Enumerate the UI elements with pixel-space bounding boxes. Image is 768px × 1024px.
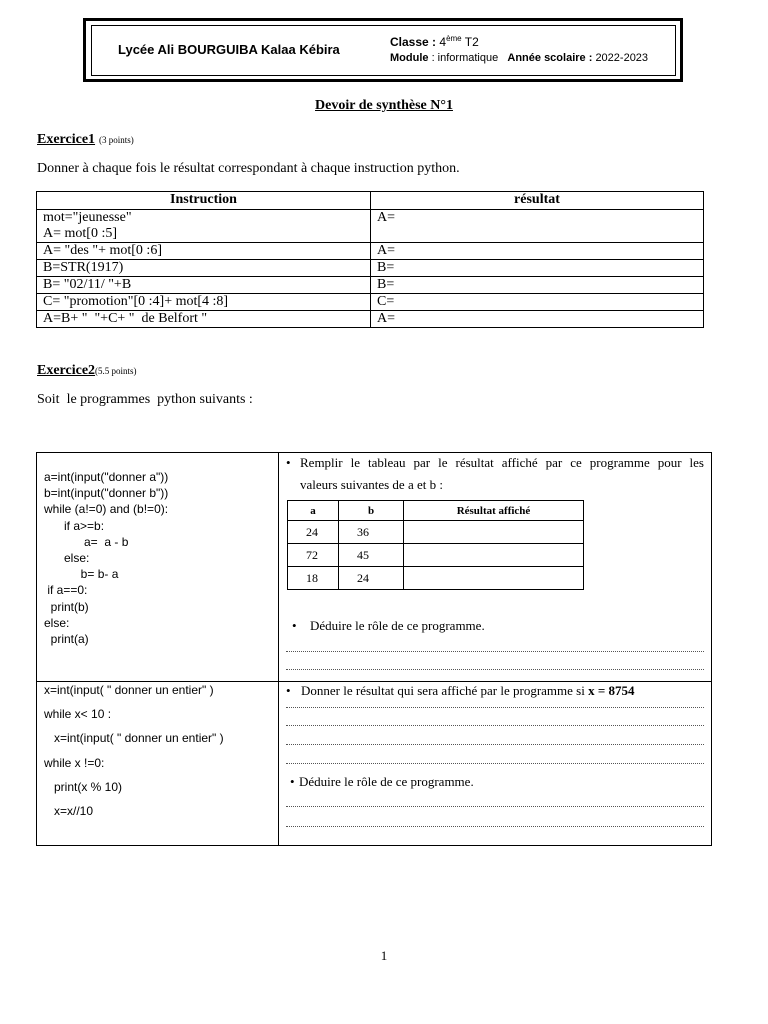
table-row (288, 521, 584, 544)
question3-text: Donner le résultat qui sera affiché par le programme si (301, 683, 589, 698)
col-b: b (339, 501, 404, 521)
question1-line1: Remplir le tableau par le résultat affiché par ce programme pour les (300, 455, 704, 470)
answer-line[interactable] (286, 725, 704, 726)
answer-line[interactable] (286, 744, 704, 745)
classe-suffix: T2 (464, 35, 479, 49)
exercise2-intro: Soit le programmes python suivants : (37, 392, 253, 407)
instruction-cell: A=B+ " "+C+ " de Belfort " (37, 311, 371, 328)
module-line (390, 52, 648, 64)
result-cell: A= (371, 210, 704, 243)
code-line: print(b) (44, 599, 89, 614)
table-row (37, 210, 704, 243)
question3 (301, 683, 635, 699)
result-cell: B= (371, 277, 704, 294)
module-label: Module (390, 52, 429, 64)
code-line: while (a!=0) and (b!=0): (44, 502, 169, 517)
classe-line (390, 34, 479, 49)
code-line: b= b- a (44, 567, 119, 582)
programs-table-row-divider (36, 681, 712, 682)
school-name: Lycée Ali BOURGUIBA Kalaa Kébira (118, 42, 340, 57)
question1-line2: valeurs suivantes de a et b : (300, 477, 443, 492)
code-line: else: (44, 615, 70, 630)
table-row (37, 243, 704, 260)
col-a: a (288, 501, 339, 521)
result-answer-cell[interactable] (404, 567, 584, 590)
instruction-line: A= mot[0 :5] (43, 226, 117, 241)
exercise1-table (36, 191, 704, 328)
result-answer-cell[interactable] (404, 521, 584, 544)
code-line: a= a - b (44, 534, 129, 549)
exercise2-title: Exercice2 (37, 363, 96, 378)
code-line: print(x % 10) (44, 780, 123, 794)
page-title: Devoir de synthèse N°1 (315, 98, 453, 113)
exercise1-title: Exercice1 (37, 132, 96, 147)
table-row (37, 311, 704, 328)
result-answer-cell[interactable] (404, 544, 584, 567)
answer-line[interactable] (286, 763, 704, 764)
answer-line[interactable] (286, 806, 704, 807)
code-line: x=int(input( " donner un entier" ) (44, 731, 224, 745)
answer-line[interactable] (286, 669, 704, 670)
programs-table-divider (278, 452, 279, 846)
value-a: 18 (288, 567, 339, 590)
result-cell: A= (371, 243, 704, 260)
result-cell: A= (371, 311, 704, 328)
code-line: if a>=b: (44, 518, 105, 533)
bullet-icon: • (286, 455, 291, 470)
value-b: 36 (339, 521, 404, 544)
value-a: 72 (288, 544, 339, 567)
col-result: résultat (371, 192, 704, 210)
classe-label: Classe : (390, 35, 437, 49)
answer-line[interactable] (286, 707, 704, 708)
instruction-cell: B= "02/11/ "+B (37, 277, 371, 294)
instruction-cell: A= "des "+ mot[0 :6] (37, 243, 371, 260)
col-instruction: Instruction (37, 192, 371, 210)
values-table (287, 500, 584, 590)
instruction-cell (37, 210, 371, 243)
bullet-icon: • (292, 618, 297, 633)
table-row (37, 277, 704, 294)
code-line: a=int(input("donner a")) (44, 470, 169, 484)
table-header-row (37, 192, 704, 210)
value-a: 24 (288, 521, 339, 544)
value-b: 24 (339, 567, 404, 590)
bullet-icon: • (286, 683, 291, 698)
exercise1-points: (3 points) (99, 135, 134, 145)
code-line: x=x//10 (44, 804, 94, 818)
code-line: while x !=0: (44, 756, 105, 770)
table-row (288, 544, 584, 567)
result-cell: B= (371, 260, 704, 277)
value-b: 45 (339, 544, 404, 567)
table-row (288, 567, 584, 590)
question4: Déduire le rôle de ce programme. (299, 774, 474, 789)
values-header-row (288, 501, 584, 521)
program1-code (44, 469, 168, 647)
instruction-line: mot="jeunesse" (43, 210, 132, 225)
instruction-cell: C= "promotion"[0 :4]+ mot[4 :8] (37, 294, 371, 311)
table-row (37, 294, 704, 311)
instruction-cell: B=STR(1917) (37, 260, 371, 277)
exercise2-heading (37, 361, 137, 379)
answer-line[interactable] (286, 826, 704, 827)
bullet-icon: • (290, 774, 295, 789)
answer-line[interactable] (286, 651, 704, 652)
question2: Déduire le rôle de ce programme. (310, 618, 485, 633)
code-line: x=int(input( " donner un entier" ) (44, 683, 214, 697)
page-number: 1 (380, 948, 388, 963)
code-line: else: (44, 551, 90, 566)
exercise1-heading (37, 130, 134, 148)
code-line: b=int(input("donner b")) (44, 486, 169, 501)
result-cell: C= (371, 294, 704, 311)
table-row (37, 260, 704, 277)
module-value: : informatique (431, 52, 499, 64)
annee-value: 2022-2023 (595, 52, 649, 64)
col-resultat: Résultat affiché (404, 501, 584, 521)
code-line: if a==0: (44, 583, 88, 598)
annee-label: Année scolaire : (507, 52, 593, 64)
code-line: print(a) (44, 632, 89, 647)
classe-value: 4 (439, 35, 447, 49)
question3-value: x = 8754 (588, 683, 635, 698)
code-line: while x< 10 : (44, 707, 112, 721)
exercise1-instruction: Donner à chaque fois le résultat correspondant à chaque instruction python. (37, 161, 460, 176)
exercise2-points: (5.5 points) (95, 366, 137, 376)
classe-sup: ème (446, 34, 462, 43)
